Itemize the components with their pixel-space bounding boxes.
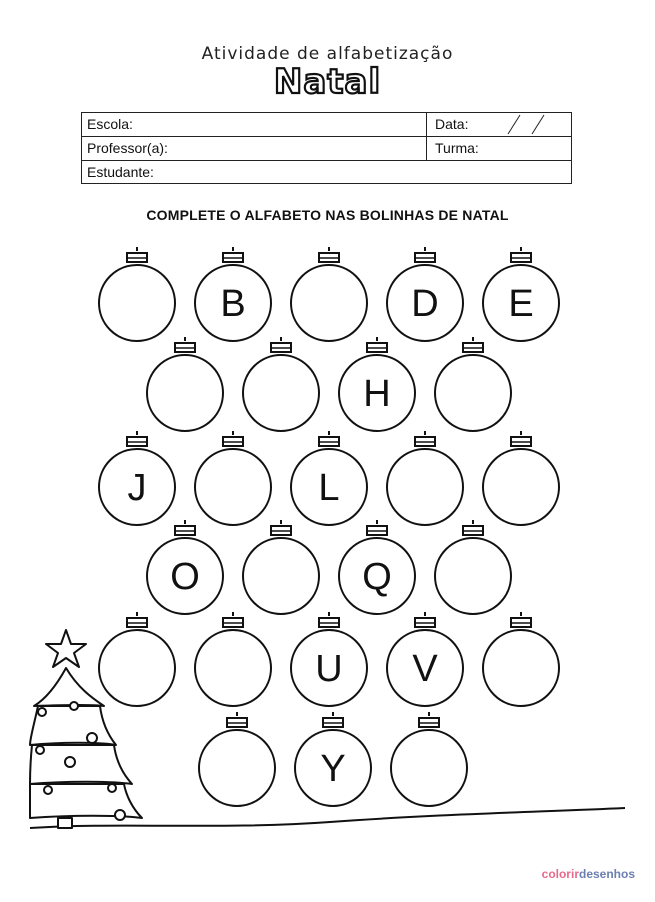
ornament-letter: H	[363, 373, 391, 415]
ornament-ball[interactable]	[387, 247, 463, 341]
ornament-circle	[291, 265, 367, 341]
activity-subtitle: Atividade de alfabetização	[201, 44, 454, 64]
ornament-circle	[99, 630, 175, 706]
ornament-ball[interactable]	[339, 337, 415, 431]
ornament-ball[interactable]	[435, 520, 511, 614]
ornament-ball[interactable]	[483, 247, 559, 341]
student-label: Estudante:	[87, 164, 154, 180]
ornament-circle	[99, 265, 175, 341]
ornament-ball[interactable]	[387, 431, 463, 525]
page-title: Natal	[273, 62, 382, 102]
school-label: Escola:	[87, 116, 133, 132]
ornament-ball[interactable]	[99, 431, 175, 525]
ornament-ball[interactable]	[291, 612, 367, 706]
ornament-letter: V	[412, 648, 438, 690]
ornament-circle	[147, 355, 223, 431]
ornament-ball[interactable]	[483, 431, 559, 525]
ornament-ball[interactable]	[291, 431, 367, 525]
ornament-ball[interactable]	[243, 337, 319, 431]
ornament-ball[interactable]	[295, 712, 371, 806]
ornament-circle	[199, 730, 275, 806]
ornament-ball[interactable]	[99, 612, 175, 706]
site-credit	[542, 867, 635, 881]
ornament-circle	[195, 630, 271, 706]
ornament-ball[interactable]	[147, 520, 223, 614]
ornament-letter: E	[508, 283, 534, 325]
ornament-ball[interactable]	[195, 431, 271, 525]
ornament-ball[interactable]	[243, 520, 319, 614]
instruction-text: COMPLETE O ALFABETO NAS BOLINHAS DE NATAL	[146, 207, 509, 223]
ornament-ball[interactable]	[435, 337, 511, 431]
ornament-ball[interactable]	[483, 612, 559, 706]
ornaments-layer	[99, 247, 559, 806]
ornament-ball[interactable]	[195, 247, 271, 341]
ornament-letter: J	[127, 467, 147, 509]
ornament-letter: B	[220, 283, 246, 325]
ornament-circle	[435, 538, 511, 614]
ornament-circle	[195, 449, 271, 525]
teacher-label: Professor(a):	[87, 140, 168, 156]
ornament-ball[interactable]	[195, 612, 271, 706]
credit-suffix: desenhos	[578, 867, 635, 881]
ornament-ball[interactable]	[391, 712, 467, 806]
ornament-ball[interactable]	[199, 712, 275, 806]
ornament-ball[interactable]	[147, 337, 223, 431]
ornament-circle	[483, 630, 559, 706]
credit-prefix: colorir	[541, 867, 579, 881]
ornament-ball[interactable]	[387, 612, 463, 706]
ornament-letter: L	[318, 467, 340, 509]
ornament-circle	[243, 538, 319, 614]
ornament-ball[interactable]	[99, 247, 175, 341]
ornament-circle	[435, 355, 511, 431]
ornament-circle	[387, 449, 463, 525]
date-label: Data:	[435, 116, 469, 132]
ornament-letter: Y	[320, 748, 346, 790]
class-label: Turma:	[435, 140, 479, 156]
ornament-circle	[483, 449, 559, 525]
ornament-letter: D	[411, 283, 439, 325]
ornament-circle	[391, 730, 467, 806]
ornament-letter: Q	[362, 556, 392, 598]
ornament-ball[interactable]	[339, 520, 415, 614]
ornament-ball[interactable]	[291, 247, 367, 341]
ornament-letter: O	[170, 556, 200, 598]
ornament-letter: U	[315, 648, 343, 690]
ornament-circle	[243, 355, 319, 431]
